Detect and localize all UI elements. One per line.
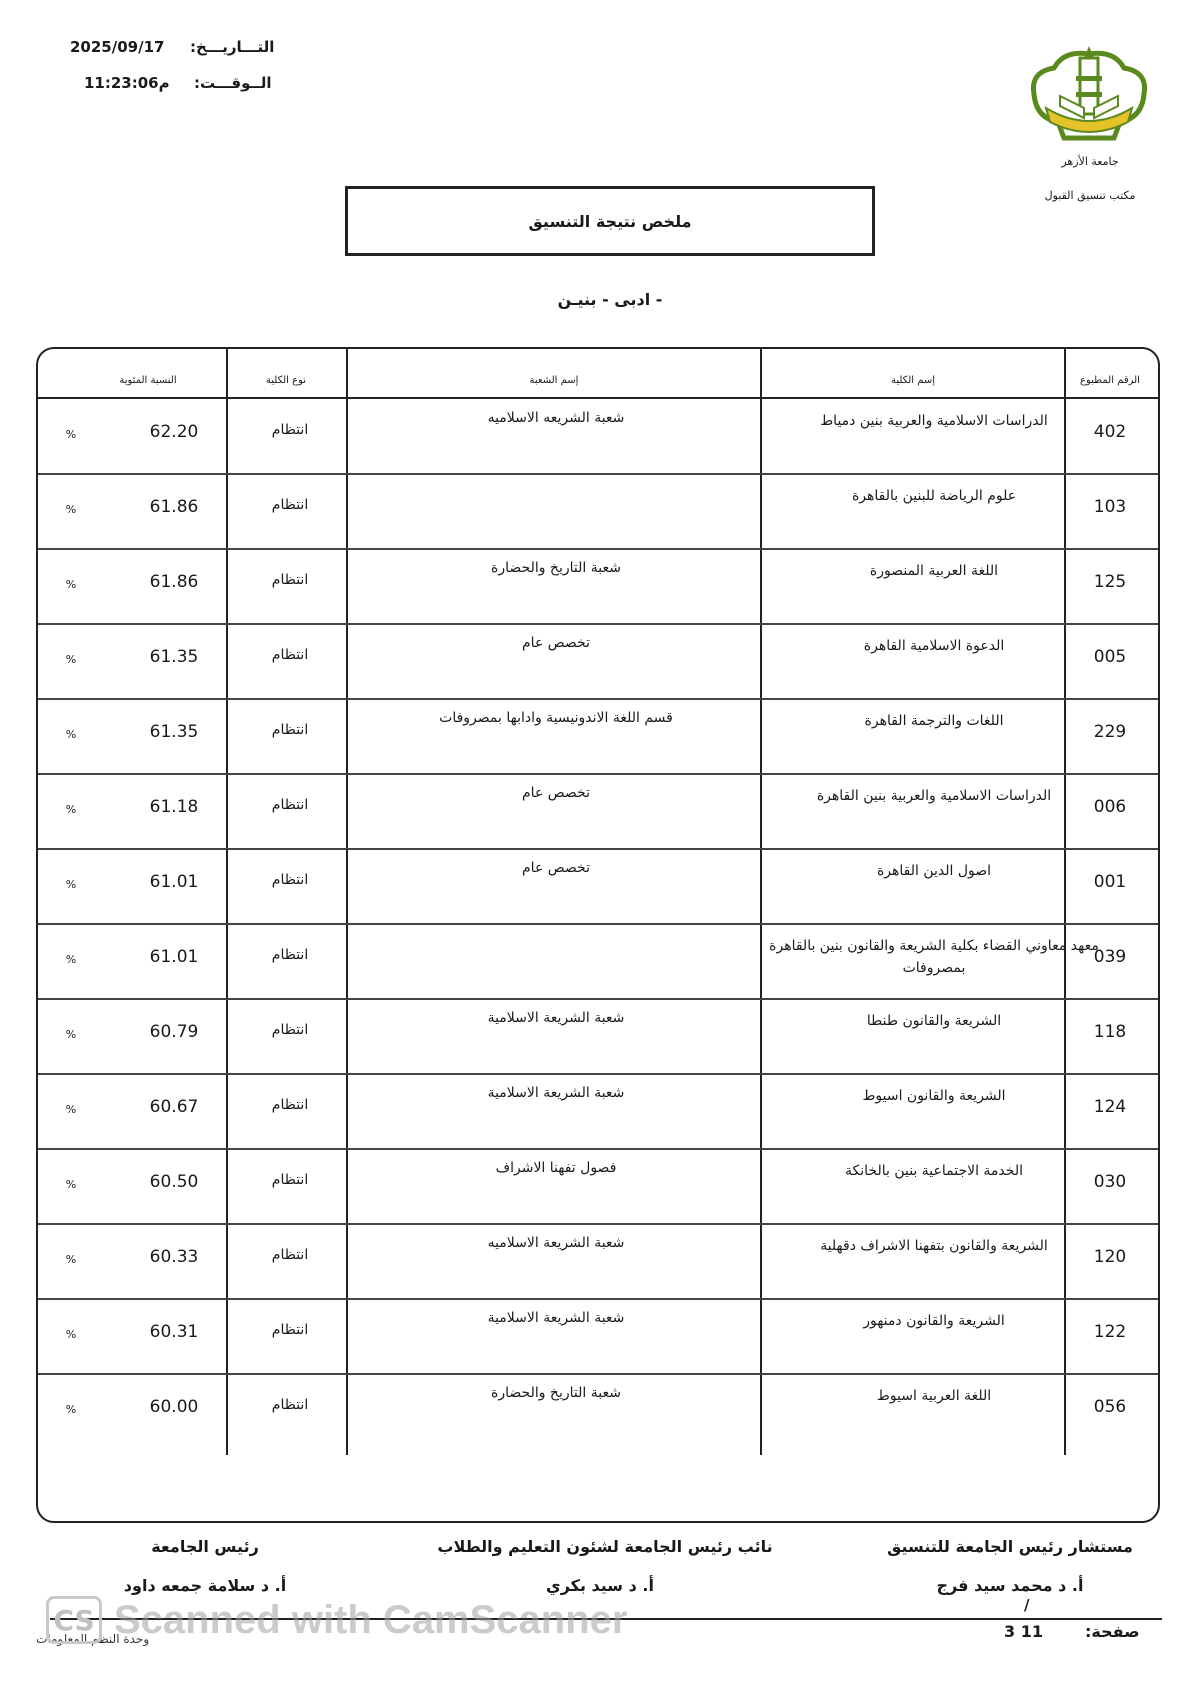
row-type: انتظام bbox=[271, 647, 309, 663]
header-type: نوع الكلية bbox=[265, 375, 307, 386]
percent-sign: % bbox=[65, 728, 77, 741]
row-type: انتظام bbox=[271, 872, 309, 888]
row-percent: 60.00 bbox=[149, 1397, 199, 1417]
percent-sign: % bbox=[65, 878, 77, 891]
row-type: انتظام bbox=[271, 947, 309, 963]
percent-sign: % bbox=[65, 653, 77, 666]
row-number: 122 bbox=[1093, 1322, 1127, 1342]
percent-sign: % bbox=[65, 1403, 77, 1416]
row-college: الشريعة والقانون اسيوط bbox=[862, 1088, 1006, 1104]
row-percent: 61.01 bbox=[149, 947, 199, 967]
row-type: انتظام bbox=[271, 797, 309, 813]
row-branch: شعبة الشريعة الاسلاميه bbox=[487, 1235, 625, 1251]
table-row bbox=[38, 473, 1158, 548]
unit-text: وحدة النظم المعلومات bbox=[36, 1632, 150, 1646]
table-row bbox=[38, 1073, 1158, 1148]
row-percent: 61.35 bbox=[149, 647, 199, 667]
row-branch: شعبة الشريعة الاسلامية bbox=[487, 1010, 625, 1026]
row-college: علوم الرياضة للبنين بالقاهرة bbox=[851, 488, 1017, 504]
page-number: 3 11 bbox=[1004, 1622, 1043, 1641]
row-college: اللغة العربية المنصورة bbox=[869, 563, 999, 579]
row-type: انتظام bbox=[271, 497, 309, 513]
row-type: انتظام bbox=[271, 1322, 309, 1338]
row-college: معهد معاوني القضاء بكلية الشريعة والقانون بنين بالقاهرة بمصروفات bbox=[769, 938, 1099, 976]
header-college: إسم الكلية bbox=[890, 375, 936, 386]
advisor-title: مستشار رئيس الجامعة للتنسيق bbox=[887, 1537, 1133, 1556]
row-number: 005 bbox=[1093, 647, 1127, 667]
university-logo bbox=[1024, 38, 1154, 142]
table-row bbox=[38, 548, 1158, 623]
president-title: رئيس الجامعة bbox=[151, 1537, 259, 1556]
percent-sign: % bbox=[65, 1103, 77, 1116]
row-type: انتظام bbox=[271, 1172, 309, 1188]
row-branch: شعبة الشريعة الاسلامية bbox=[487, 1310, 625, 1326]
table-row bbox=[38, 998, 1158, 1073]
row-number: 039 bbox=[1093, 947, 1127, 967]
table-row bbox=[38, 1373, 1158, 1448]
row-percent: 61.01 bbox=[149, 872, 199, 892]
row-number: 030 bbox=[1093, 1172, 1127, 1192]
row-college: الشريعة والقانون طنطا bbox=[866, 1013, 1002, 1029]
row-branch: قسم اللغة الاندونيسية وادابها بمصروفات bbox=[439, 710, 673, 726]
results-table bbox=[36, 347, 1160, 1523]
row-branch: شعبة التاريخ والحضارة bbox=[491, 1385, 621, 1401]
row-percent: 60.50 bbox=[149, 1172, 199, 1192]
table-row bbox=[38, 848, 1158, 923]
row-number: 229 bbox=[1093, 722, 1127, 742]
row-number: 124 bbox=[1093, 1097, 1127, 1117]
table-row bbox=[38, 1223, 1158, 1298]
row-type: انتظام bbox=[271, 1097, 309, 1113]
table-row bbox=[38, 1148, 1158, 1223]
row-college: الخدمة الاجتماعية بنين بالخانكة bbox=[845, 1163, 1023, 1179]
table-row bbox=[38, 1298, 1158, 1373]
row-number: 402 bbox=[1093, 422, 1127, 442]
university-name: جامعة الأزهر bbox=[1061, 155, 1119, 168]
time-value: 11:23:06م bbox=[84, 74, 170, 92]
date-value: 2025/09/17 bbox=[70, 38, 165, 56]
camscanner-watermark: Scanned with CamScanner bbox=[114, 1598, 628, 1642]
row-number: 001 bbox=[1093, 872, 1127, 892]
advisor-name: أ. د محمد سيد فرج bbox=[936, 1576, 1084, 1595]
page-subtitle: - ادبى - بنيـن bbox=[557, 290, 663, 309]
time-label: الــوقـــت: bbox=[194, 74, 272, 92]
row-percent: 61.18 bbox=[149, 797, 199, 817]
row-number: 120 bbox=[1093, 1247, 1127, 1267]
row-type: انتظام bbox=[271, 422, 309, 438]
row-percent: 60.67 bbox=[149, 1097, 199, 1117]
percent-sign: % bbox=[65, 1028, 77, 1041]
row-number: 103 bbox=[1093, 497, 1127, 517]
row-number: 125 bbox=[1093, 572, 1127, 592]
page-title bbox=[345, 186, 875, 256]
percent-sign: % bbox=[65, 503, 77, 516]
row-branch: شعبة الشريعه الاسلاميه bbox=[487, 410, 625, 426]
percent-sign: % bbox=[65, 578, 77, 591]
percent-sign: % bbox=[65, 1328, 77, 1341]
table-row bbox=[38, 698, 1158, 773]
row-college: اللغة العربية اسيوط bbox=[876, 1388, 992, 1404]
row-percent: 60.33 bbox=[149, 1247, 199, 1267]
row-type: انتظام bbox=[271, 572, 309, 588]
date-label: التـــاريـــخ: bbox=[190, 38, 275, 56]
percent-sign: % bbox=[65, 1178, 77, 1191]
page-title-text: ملخص نتيجة التنسيق bbox=[528, 211, 692, 231]
row-percent: 61.86 bbox=[149, 497, 199, 517]
row-branch: تخصص عام bbox=[522, 635, 590, 651]
page-slash: / bbox=[1024, 1596, 1030, 1614]
row-college: الدعوة الاسلامية القاهرة bbox=[863, 638, 1005, 654]
president-name: أ. د سلامة جمعه داود bbox=[123, 1576, 287, 1595]
row-type: انتظام bbox=[271, 1022, 309, 1038]
row-number: 118 bbox=[1093, 1022, 1127, 1042]
row-college: الدراسات الاسلامية والعربية بنين القاهرة bbox=[816, 788, 1052, 804]
percent-sign: % bbox=[65, 1253, 77, 1266]
vice-president-title: نائب رئيس الجامعة لشئون التعليم والطلاب bbox=[437, 1537, 773, 1556]
row-college: اللغات والترجمة القاهرة bbox=[864, 713, 1004, 729]
header-number: الرقم المطبوع bbox=[1080, 375, 1140, 386]
office-name: مكتب تنسيق القبول bbox=[1044, 189, 1136, 202]
row-college: الدراسات الاسلامية والعربية بنين دمياط bbox=[820, 413, 1048, 429]
row-branch: شعبة الشريعة الاسلامية bbox=[487, 1085, 625, 1101]
row-percent: 61.86 bbox=[149, 572, 199, 592]
row-branch: تخصص عام bbox=[522, 785, 590, 801]
table-row bbox=[38, 923, 1158, 998]
row-percent: 61.35 bbox=[149, 722, 199, 742]
row-percent: 60.31 bbox=[149, 1322, 199, 1342]
row-branch: فصول تفهنا الاشراف bbox=[495, 1160, 617, 1176]
row-branch: تخصص عام bbox=[522, 860, 590, 876]
camscanner-badge: CS bbox=[46, 1596, 102, 1644]
header-percent: النسبة المئوية bbox=[119, 375, 177, 386]
row-number: 006 bbox=[1093, 797, 1127, 817]
table-row bbox=[38, 398, 1158, 473]
row-type: انتظام bbox=[271, 1247, 309, 1263]
percent-sign: % bbox=[65, 428, 77, 441]
percent-sign: % bbox=[65, 803, 77, 816]
row-percent: 60.79 bbox=[149, 1022, 199, 1042]
row-college: الشريعة والقانون دمنهور bbox=[863, 1313, 1005, 1329]
header-branch: إسم الشعبة bbox=[529, 375, 579, 386]
vice-president-name: أ. د سيد بكري bbox=[546, 1576, 654, 1595]
row-branch: شعبة التاريخ والحضارة bbox=[491, 560, 621, 576]
row-percent: 62.20 bbox=[149, 422, 199, 442]
row-college: الشريعة والقانون بتفهنا الاشراف دقهلية bbox=[820, 1238, 1048, 1254]
row-college: اصول الدين القاهرة bbox=[876, 863, 992, 879]
table-row bbox=[38, 773, 1158, 848]
table-row bbox=[38, 623, 1158, 698]
percent-sign: % bbox=[65, 953, 77, 966]
page-label: صفحة: bbox=[1085, 1622, 1140, 1641]
row-number: 056 bbox=[1093, 1397, 1127, 1417]
row-type: انتظام bbox=[271, 1397, 309, 1413]
row-type: انتظام bbox=[271, 722, 309, 738]
